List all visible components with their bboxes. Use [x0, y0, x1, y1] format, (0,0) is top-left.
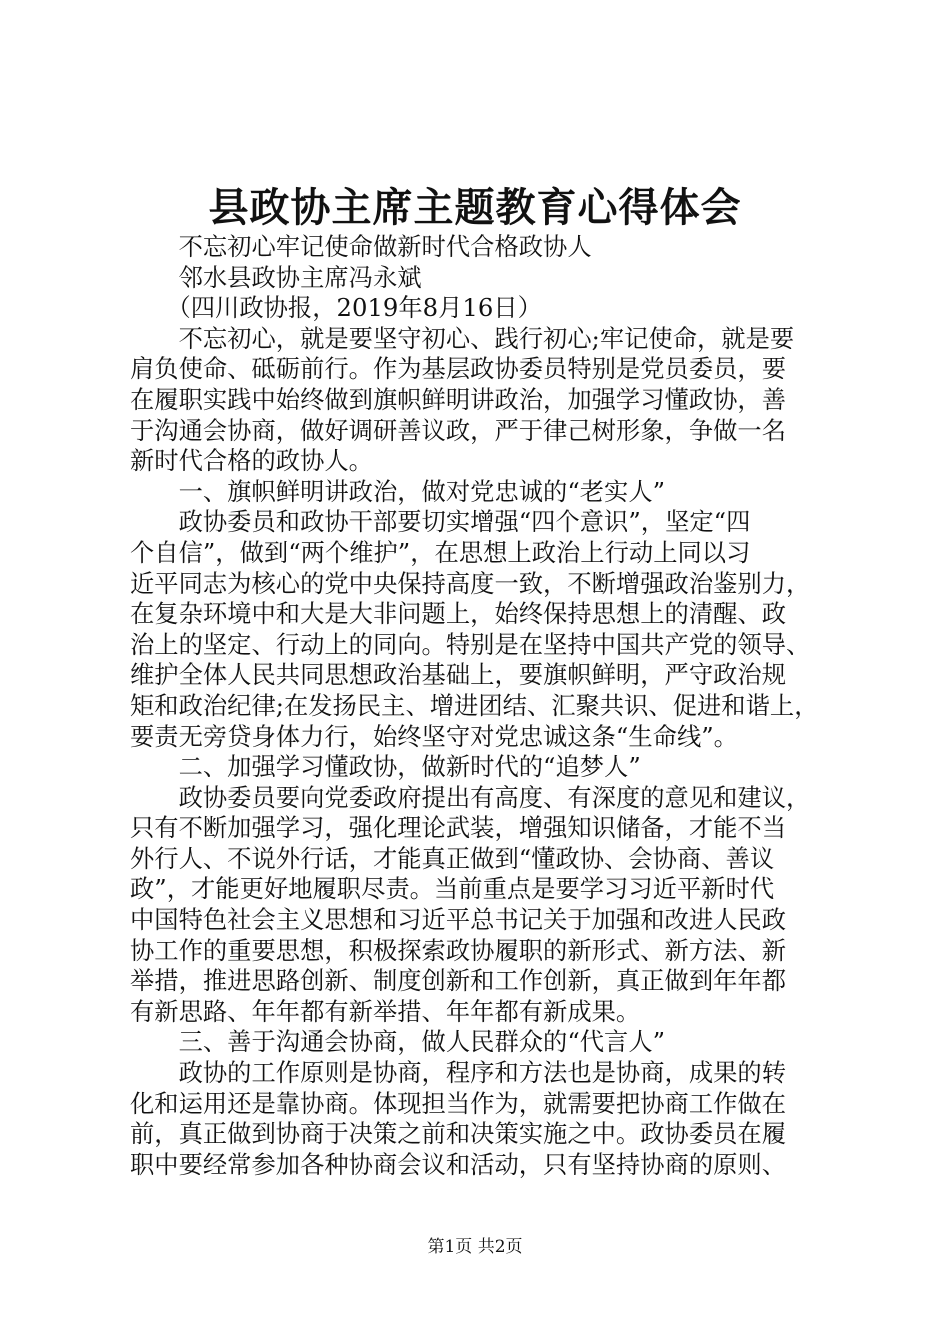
text-line: 要责无旁贷身体力行，始终坚守对党忠诚这条“生命线”。	[130, 721, 738, 751]
text-line: 化和运用还是靠协商。体现担当作为，就需要把协商工作做在	[130, 1088, 787, 1118]
text-line: 只有不断加强学习，强化理论武装，增强知识储备，才能不当	[130, 813, 787, 843]
text-line: 政”，才能更好地履职尽责。当前重点是要学习习近平新时代	[130, 874, 775, 904]
page-footer: 第1页 共2页	[427, 1237, 523, 1257]
text-line: 于沟通会协商，做好调研善议政，严于律己树形象，争做一名	[130, 415, 787, 445]
text-line: 不忘初心，就是要坚守初心、践行初心;牢记使命，就是要	[130, 323, 795, 353]
text-line: 协工作的重要思想，积极探索政协履职的新形式、新方法、新	[130, 935, 787, 965]
text-line: 中国特色社会主义思想和习近平总书记关于加强和改进人民政	[130, 905, 787, 935]
text-line: 在履职实践中始终做到旗帜鲜明讲政治，加强学习懂政协，善	[130, 384, 787, 414]
text-line: 外行人、不说外行话，才能真正做到“懂政协、会协商、善议	[130, 843, 775, 873]
text-line: 矩和政治纪律;在发扬民主、增进团结、汇聚共识、促进和谐上，	[130, 690, 819, 720]
text-line: 三、善于沟通会协商，做人民群众的“代言人”	[130, 1027, 666, 1057]
text-line: 政协委员和政协干部要切实增强“四个意识”，坚定“四	[130, 507, 751, 537]
document-title: 县政协主席主题教育心得体会	[208, 185, 742, 231]
text-line: 肩负使命、砥砺前行。作为基层政协委员特别是党员委员，要	[130, 354, 787, 384]
text-line: 新时代合格的政协人。	[130, 446, 373, 476]
text-line: 一、旗帜鲜明讲政治，做对党忠诚的“老实人”	[130, 476, 666, 506]
text-line: 近平同志为核心的党中央保持高度一致，不断增强政治鉴别力，	[130, 568, 811, 598]
text-line: 不忘初心牢记使命做新时代合格政协人	[130, 232, 592, 261]
text-line: （四川政协报，2019年8月16日）	[130, 293, 542, 323]
text-line: 有新思路、年年都有新举措、年年都有新成果。	[130, 996, 641, 1026]
text-line: 在复杂环境中和大是大非问题上，始终保持思想上的清醒、政	[130, 599, 787, 629]
text-line: 举措，推进思路创新、制度创新和工作创新，真正做到年年都	[130, 966, 787, 996]
text-line: 职中要经常参加各种协商会议和活动，只有坚持协商的原则、	[130, 1149, 787, 1179]
text-line: 维护全体人民共同思想政治基础上，要旗帜鲜明，严守政治规	[130, 660, 787, 690]
text-line: 个自信”，做到“两个维护”，在思想上政治上行动上同以习	[130, 537, 751, 567]
text-line: 政协的工作原则是协商，程序和方法也是协商，成果的转	[130, 1058, 787, 1088]
text-line: 二、加强学习懂政协，做新时代的“追梦人”	[130, 752, 641, 782]
text-line: 前，真正做到协商于决策之前和决策实施之中。政协委员在履	[130, 1119, 787, 1149]
body-text	[130, 232, 830, 1180]
text-line: 政协委员要向党委政府提出有高度、有深度的意见和建议，	[130, 782, 811, 812]
text-line: 治上的坚定、行动上的同向。特别是在坚持中国共产党的领导、	[130, 629, 811, 659]
text-line: 邻水县政协主席冯永斌	[130, 262, 422, 292]
